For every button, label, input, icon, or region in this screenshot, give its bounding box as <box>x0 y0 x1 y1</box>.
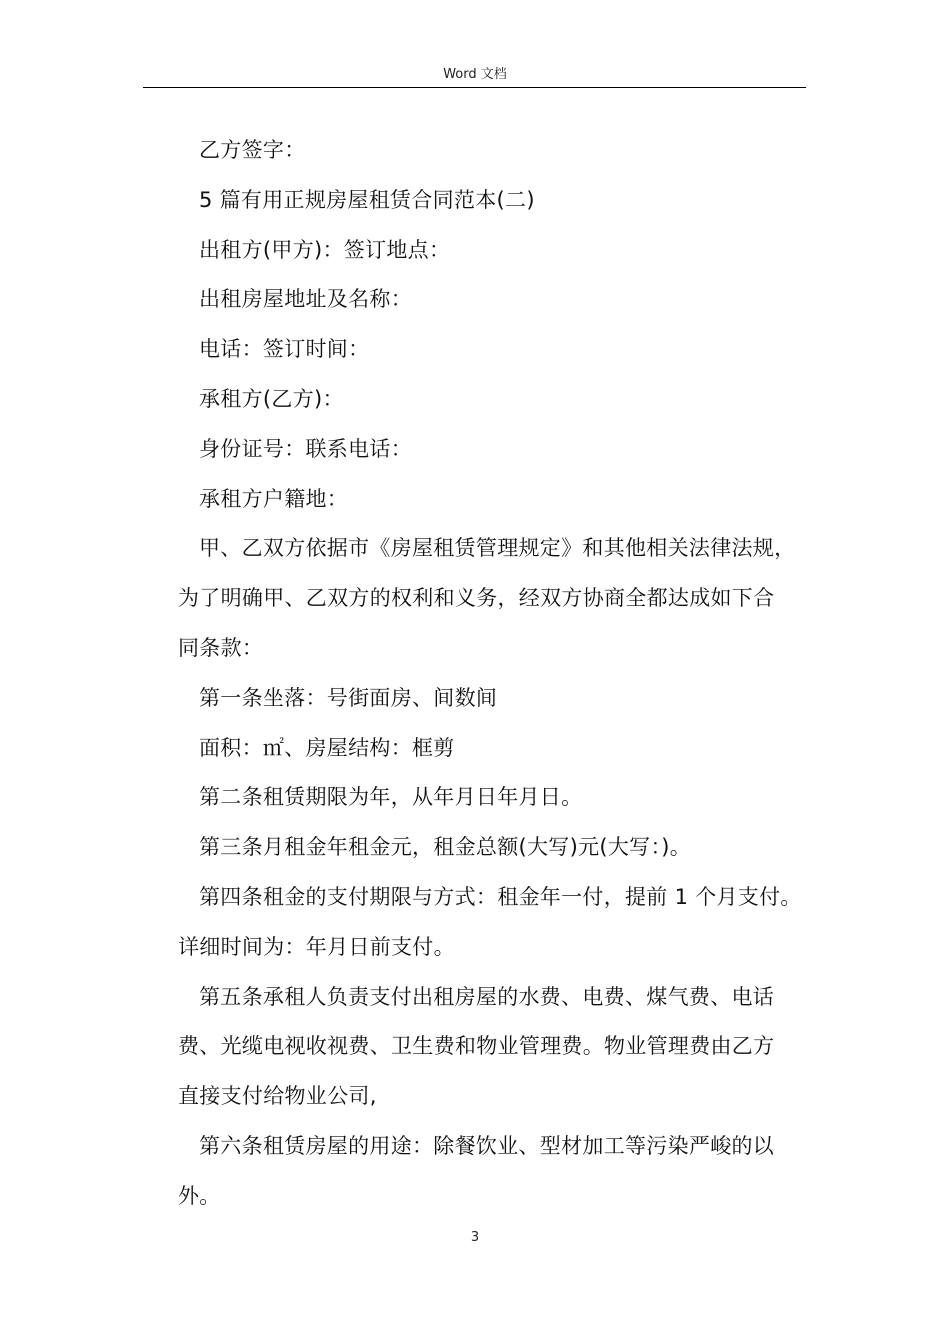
page-number: 3 <box>470 1230 480 1245</box>
text-line: 费、光缆电视收视费、卫生费和物业管理费。物业管理费由乙方 <box>178 1034 775 1059</box>
text-line: 承租方户籍地： <box>199 486 349 511</box>
text-line: 身份证号：联系电话： <box>199 436 412 461</box>
document-body <box>178 126 810 1222</box>
text-line: 第六条租赁房屋的用途：除餐饮业、型材加工等污染严峻的以 <box>199 1133 775 1158</box>
text-line: 同条款： <box>178 635 264 660</box>
text-line: 承租方(乙方)： <box>199 386 344 411</box>
text-line: 第五条承租人负责支付出租房屋的水费、电费、煤气费、电话 <box>199 984 775 1009</box>
header-divider <box>143 87 806 88</box>
text-line: 5 篇有用正规房屋租赁合同范本(二) <box>199 187 535 212</box>
text-line: 第三条月租金年租金元，租金总额(大写)元(大写：)。 <box>199 835 692 860</box>
text-line: 第二条租赁期限为年，从年月日年月日。 <box>199 785 583 810</box>
text-line: 为了明确甲、乙双方的权利和义务，经双方协商全都达成如下合 <box>178 586 775 611</box>
text-line: 电话：签订时间： <box>199 337 370 362</box>
text-line: 面积：㎡、房屋结构：框剪 <box>199 735 455 760</box>
text-line: 外。 <box>178 1183 221 1208</box>
text-line: 出租房屋地址及名称： <box>199 287 412 312</box>
text-line: 第四条租金的支付期限与方式：租金年一付，提前 1 个月支付。 <box>199 884 802 909</box>
text-line: 直接支付给物业公司, <box>178 1084 377 1109</box>
text-line: 乙方签字： <box>199 138 306 162</box>
text-line: 出租方(甲方)：签订地点： <box>199 237 451 262</box>
text-line: 第一条坐落：号街面房、间数间 <box>199 685 498 710</box>
text-line: 详细时间为：年月日前支付。 <box>178 934 455 959</box>
text-line: 甲、乙双方依据市《房屋租赁管理规定》和其他相关法律法规， <box>199 536 796 561</box>
page-header: Word 文档 <box>443 67 507 82</box>
